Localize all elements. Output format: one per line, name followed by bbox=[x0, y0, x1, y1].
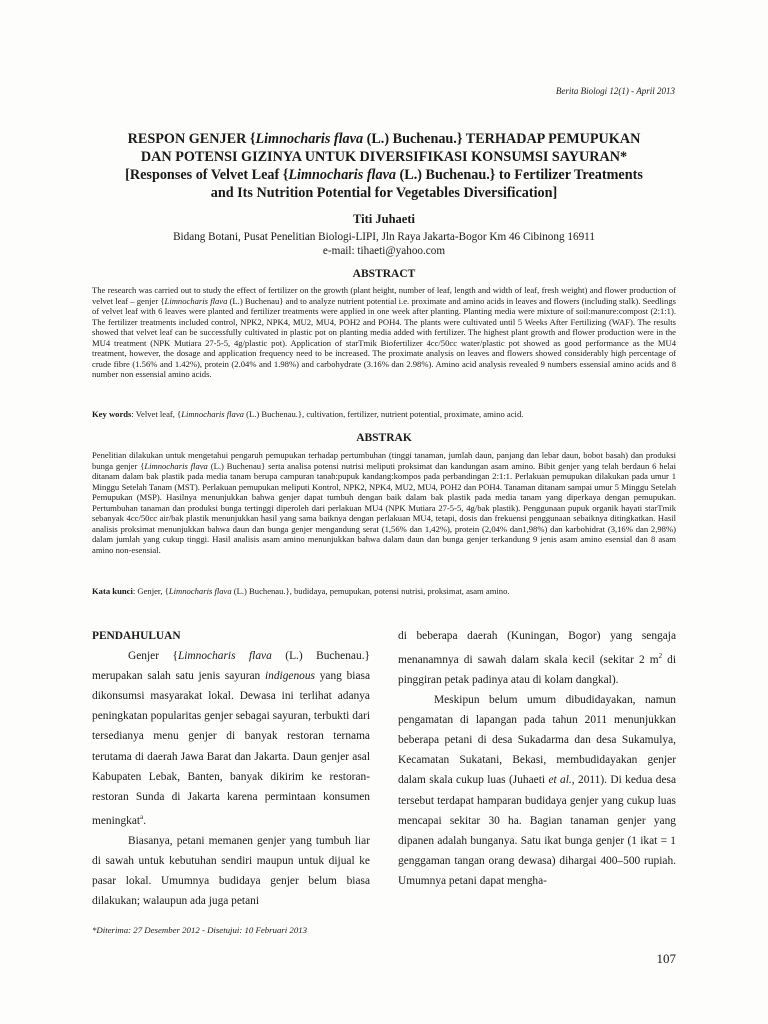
article-title bbox=[92, 130, 676, 202]
species-name: Limnocharis flava bbox=[288, 167, 396, 183]
abstract-text: The research was carried out to study the effect of fertilizer on the growth (plant height, number of leaf, length and width of leaf, fresh weight) and flower production of velvet leaf – genjer {Limnocharis flava (L.) Buchenau} and to analyze nutrient potential i.e. proximate and amino acids in leaves and flowers (including stalk). Seedlings of velvet leaf with 6 leaves were planted and fertilizer treatments were applied in one week after planting. Planting media were mixture of soil:manure:compost (2:1:1). The fertilizer treatments included control, NPK2, NPK4, MU2, MU4, POH2 and POH4. The plants were cultivated until 5 Weeks After Fertilizing (WAF). The results showed that velvet leaf can be successfully cultivated in plastic pot on planting media added with fertilizer. The highest plant growth and flower production were in the MU4 treatment (NPK Mutiara 27-5-5, 4g/plastic pot). Application of starTmik Biofertilizer 4cc/50cc water/plastic pot showed as good performance as the MU4 treatment, however, the dosage and application frequency need to be increased. The proximate analysis on leaves and flowers showed considerably high percentage of crude fibre (1.56% and 1.42%), protein (2.04% and 1.98%) and carbohydrate (3.16% dan 2.98%). Amino acid analysis revealed 9 numbers essensial amino acids and 8 number non essensial amino acids. bbox=[92, 285, 676, 379]
page-number: 107 bbox=[656, 951, 676, 966]
author-name: Titi Juhaeti bbox=[353, 212, 415, 226]
body-column-right bbox=[398, 626, 676, 891]
title-line-4: and Its Nutrition Potential for Vegetables Diversification] bbox=[210, 185, 558, 201]
author-affiliation bbox=[92, 230, 676, 258]
species-name: Limnocharis flava bbox=[255, 131, 364, 147]
journal-reference: Berita Biologi 12(1) - April 2013 bbox=[555, 86, 675, 96]
affiliation-text: Bidang Botani, Pusat Penelitian Biologi-LIPI, Jln Raya Jakarta-Bogor Km 46 Cibinong 16911 bbox=[173, 231, 595, 243]
abstrak-heading: ABSTRAK bbox=[356, 432, 412, 444]
title-line-3: [Responses of Velvet Leaf {Limnocharis flava (L.) Buchenau.} to Fertilizer Treatments bbox=[125, 167, 643, 183]
abstract-keywords: Key words: Velvet leaf, {Limnocharis flava (L.) Buchenau.}, cultivation, fertilizer, nutrient potential, proximate, amino acid. bbox=[92, 409, 524, 419]
body-paragraph: Meskipun belum umum dibudidayakan, namun pengamatan di lapangan pada tahun 2011 menunjukkan beberapa petani di desa Sukadarma dan desa Sukamulya, Kecamatan Sukatani, Bekasi, membudidayakan genjer dalam skala cukup luas (Juhaeti et al., 2011). Di kedua desa tersebut terdapat hamparan budidaya genjer yang cukup luas mencapai sekitar 30 ha. Bagian tanaman genjer yang dipanen adalah bunganya. Satu ikat bunga genjer (1 ikat = 1 genggaman tangan orang dewasa) dihargai 400–500 rupiah. Umumnya petani dapat mengha- bbox=[398, 694, 676, 887]
title-line-1: RESPON GENJER {Limnocharis flava (L.) Buchenau.} TERHADAP PEMUPUKAN bbox=[127, 131, 641, 147]
body-paragraph: di beberapa daerah (Kuningan, Bogor) yang sengaja menanamnya di sawah dalam skala kecil (sekitar 2 $m^2$ di pinggiran petak padinya atau di kolam dangkal). bbox=[398, 630, 676, 686]
abstrak-text: Penelitian dilakukan untuk mengetahui pengaruh pemupukan terhadap pertumbuhan (tinggi tanaman, jumlah daun, panjang dan lebar daun, bobot basah) dan produksi bunga genjer {Limnocharis flava (L.) Buchenau} serta analisa potensi nutrisi meliputi proksimat dan kandungan asam amino. Bibit genjer yang telah berdaun 6 helai ditanam dalam bak plastik pada media tanam berupa campuran tanah:pupuk kandang:kompos pada perbandingan 2:1:1. Perlakuan pemupukan dilakukan pada umur 1 Minggu Setelah Tanam (MST). Perlakuan pemupukan meliputi Kontrol, NPK2, NPK4, MU2, MU4, POH2 dan POH4. Tanaman ditanam sampai umur 5 Minggu Setelah Pemupukan (MSP). Hasilnya menunjukkan bahwa genjer dapat tumbuh dengan baik dalam bak plastik pada media tanam yang diperkaya dengan pemupukan. Pertumbuhan tanaman dan produksi bunga tertinggi diperoleh dari perlakuan MU4 (NPK Mutiara 27-5-5, 4g/bak plastik). Penggunaan pupuk organik hayati starTmik sebanyak 4cc/50cc air/bak plastik menunjukkan hasil yang sama baiknya dengan perlakuan MU4, tetapi, dosis dan frekuensi penggunaan sebaiknya ditingkatkan. Hasil analisis proksimat menunjukkan bahwa daun dan bunga genjer mengandung serat (1,56% dan 1,42%), protein (2,04% dan1,98%) dan karbohidrat (3,16% dan 2,98%) dalam jumlah yang cukup tinggi. Hasil analisis asam amino menunjukkan bahwa dalam daun dan bunga genjer terkandung 9 jenis asam amino esensial dan 8 asam amino non-esensial. bbox=[92, 450, 676, 555]
footnote: *Diterima: 27 Desember 2012 - Disetujui: 10 Februari 2013 bbox=[92, 925, 308, 935]
body-paragraph: Biasanya, petani memanen genjer yang tumbuh liar di sawah untuk kebutuhan sendiri maupun untuk dijual ke pasar lokal. Umumnya budidaya genjer belum biasa dilakukan; walaupun ada juga petani bbox=[92, 834, 370, 908]
abstrak-keywords: Kata kunci: Genjer, {Limnocharis flava (L.) Buchenau.}, budidaya, pemupukan, potensi nutrisi, proksimat, asam amino. bbox=[92, 586, 510, 596]
body-paragraph: Genjer {Limnocharis flava (L.) Buchenau.} merupakan salah satu jenis sayuran indigenous yang biasa dikonsumsi masyarakat lokal. Dewasa ini terlihat adanya peningkatan popularitas genjer sebagai sayuran, terbukti dari tersedianya menu genjer di banyak restoran ternama terutama di daerah Jawa Barat dan Jakarta. Daun genjer asal Kabupaten Lebak, Banten, banyak dikirim ke restoran-restoran Sunda di Jakarta karena permintaan konsumen meningkat$^a$. bbox=[92, 650, 371, 827]
section-heading: PENDAHULUAN bbox=[92, 630, 181, 642]
author-email: e-mail: tihaeti@yahoo.com bbox=[322, 245, 446, 257]
body-column-left bbox=[92, 626, 370, 911]
abstract-heading: ABSTRACT bbox=[352, 268, 416, 280]
title-line-2: DAN POTENSI GIZINYA UNTUK DIVERSIFIKASI KONSUMSI SAYURAN* bbox=[140, 149, 628, 165]
